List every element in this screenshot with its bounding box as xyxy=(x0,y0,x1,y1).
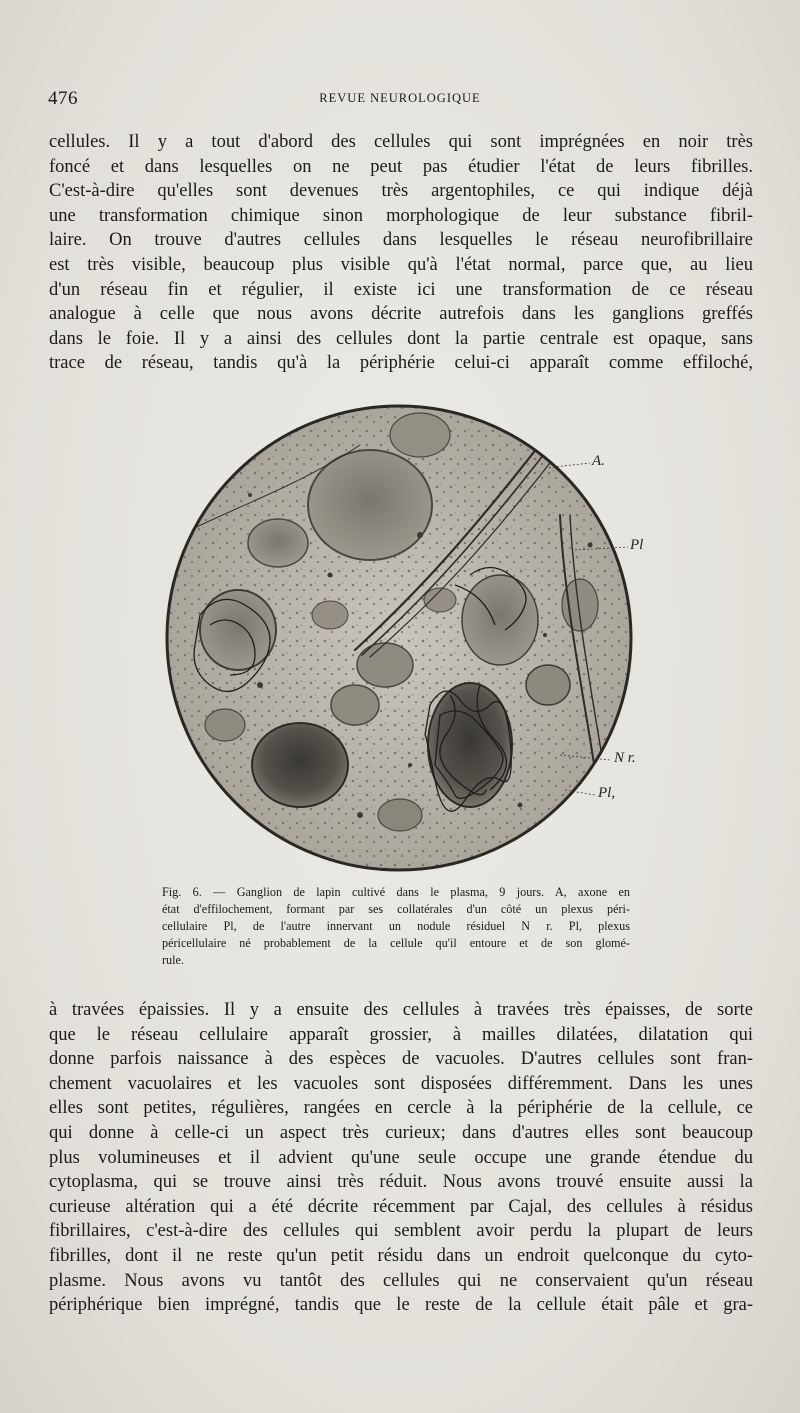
paragraph-2 xyxy=(49,998,753,1318)
text-line: à travées épaissies. Il y a ensuite des cellules à travées très épaisses, de sorte xyxy=(49,1000,753,1020)
text-line: cellules. Il y a tout d'abord des cellules qui sont imprégnées en noir très xyxy=(49,132,753,152)
figure-label-residual-nodule: N r. xyxy=(614,750,636,766)
text-line: plasme. Nous avons vu tantôt des cellules qui ne conservaient qu'un réseau xyxy=(49,1270,753,1291)
text-line: qui donne à celle-ci un aspect très curieux; dans d'autres elles sont beaucoup xyxy=(49,1122,753,1143)
micrograph-illustration xyxy=(0,385,800,880)
text-line: fibrillaires, c'est-à-dire des cellules qui semblent avoir perdu la plupart de leurs xyxy=(49,1221,753,1242)
caption-line: cellulaire Pl, de l'autre innervant un nodule résiduel N r. Pl, plexus xyxy=(162,919,630,933)
text-line: est très visible, beaucoup plus visible qu'à l'état normal, parce que, au lieu xyxy=(49,254,753,275)
figure-6 xyxy=(0,385,800,880)
page-header xyxy=(48,88,752,112)
text-line: d'un réseau fin et régulier, il existe ici une transformation de ce réseau xyxy=(49,279,753,300)
paragraph-1 xyxy=(49,130,753,376)
text-line: laire. On trouve d'autres cellules dans lesquelles le réseau neurofibrillaire xyxy=(49,230,753,251)
text-line: dans le foie. Il y a ainsi des cellules dont la partie centrale est opaque, sans xyxy=(49,328,753,349)
figure-label-plexus-2: Pl, xyxy=(598,785,616,801)
text-line: foncé et dans lesquelles on ne peut pas étudier l'état de leurs fibrilles. xyxy=(49,156,753,177)
text-line: plus volumineuses et il advient qu'une seule occupe une grande étendue du xyxy=(49,1147,753,1168)
caption-line: Fig. 6. — Ganglion de lapin cultivé dans le plasma, 9 jours. A, axone en xyxy=(162,885,630,899)
text-line: elles sont petites, régulières, rangées en cercle à la périphérie de la cellule, ce xyxy=(49,1098,753,1119)
text-line: curieuse altération qui a été décrite récemment par Cajal, des cellules à résidus xyxy=(49,1196,753,1217)
text-line: C'est-à-dire qu'elles sont devenues très argentophiles, ce qui indique déjà xyxy=(49,181,753,202)
caption-line: état d'effilochement, formant par ses collatérales d'un côté un plexus péri- xyxy=(162,902,630,916)
text-line: chement vacuolaires et les vacuoles sont disposées différemment. Dans les unes xyxy=(49,1073,753,1094)
text-line: que le réseau cellulaire apparaît grossier, à mailles dilatées, dilatation qui xyxy=(49,1024,753,1045)
text-line: une transformation chimique sinon morphologique de leur substance fibril- xyxy=(49,205,753,226)
text-line: fibrilles, dont il ne reste qu'un petit résidu dans un endroit quelconque du cyto- xyxy=(49,1245,753,1266)
text-line: périphérique bien imprégné, tandis que le reste de la cellule était pâle et gra- xyxy=(49,1295,753,1316)
caption-line: rule. xyxy=(162,953,184,967)
figure-label-plexus: Pl xyxy=(630,537,644,553)
figure-caption xyxy=(162,884,630,969)
running-head: REVUE NEUROLOGIQUE xyxy=(319,91,481,105)
page-number: 476 xyxy=(48,88,78,109)
caption-line: péricellulaire né probablement de la cellule qu'il entoure et de son glomé- xyxy=(162,936,630,950)
text-line: analogue à celle que nous avons décrite autrefois dans les ganglions greffés xyxy=(49,304,753,325)
text-line: trace de réseau, tandis qu'à la périphérie celui-ci apparaît comme effiloché, xyxy=(49,353,753,374)
text-line: donne parfois naissance à des espèces de vacuoles. D'autres cellules sont fran- xyxy=(49,1049,753,1070)
text-line: cytoplasma, qui se trouve ainsi très réduit. Nous avons trouvé ensuite aussi la xyxy=(49,1172,753,1193)
figure-label-axon: A. xyxy=(592,453,605,469)
